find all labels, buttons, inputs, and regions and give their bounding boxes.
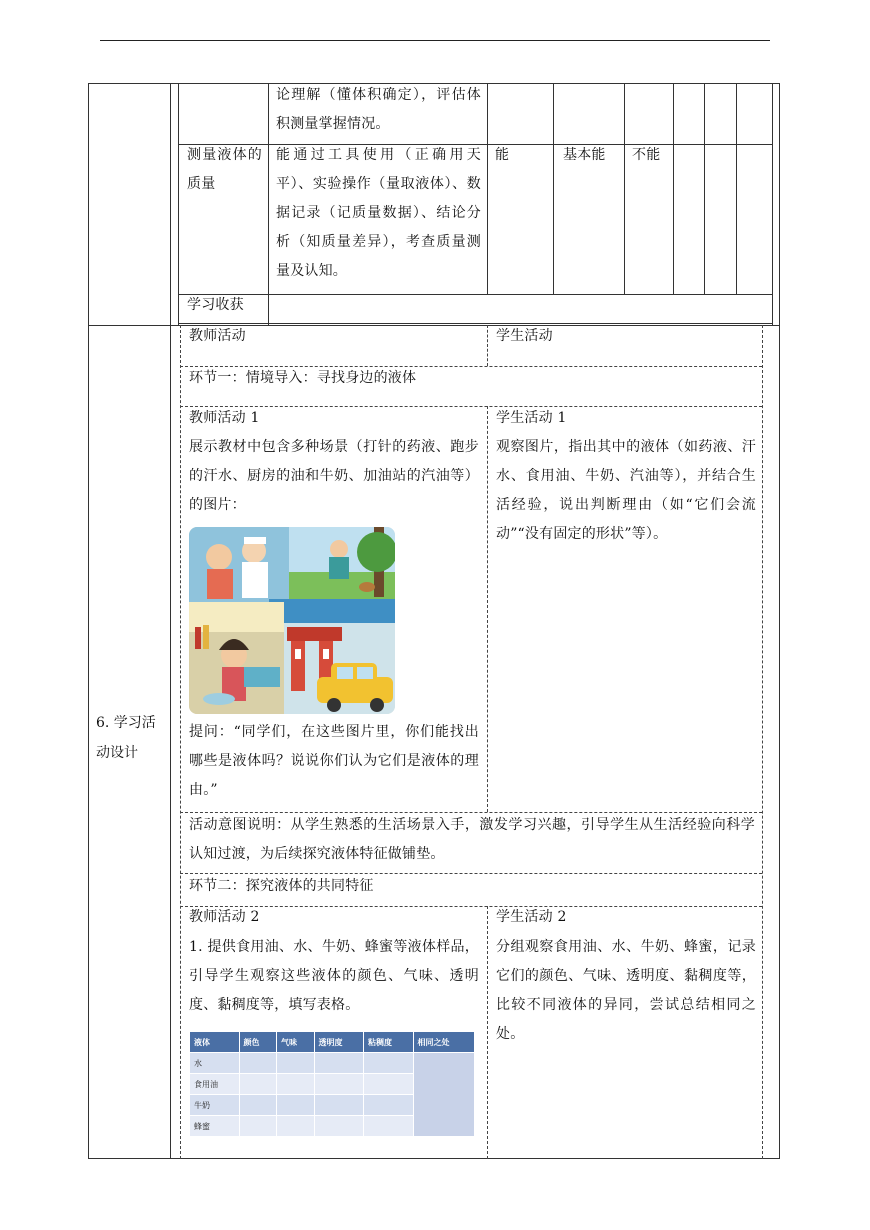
table-header: 气味	[277, 1032, 315, 1053]
grade-cannot: 不能	[632, 147, 661, 163]
teacher-activity-1-title: 教师活动 1	[189, 410, 260, 426]
teacher-activity-1-question: 提问：“同学们，在这些图片里，你们能找出哪些是液体吗？说说你们认为它们是液体的理由。”	[189, 724, 479, 798]
teacher-activity-1-text: 展示教材中包含多种场景（打针的药液、跑步的汗水、厨房的油和牛奶、加油站的汽油等）的图片：	[189, 439, 479, 513]
scene-illustration	[189, 527, 395, 714]
table-header: 颜色	[239, 1032, 277, 1053]
harvest-label: 学习收获	[187, 297, 244, 313]
section-label: 6. 学习活动设计	[96, 715, 156, 761]
teacher-activity-header: 教师活动	[189, 328, 246, 344]
table-row-label: 蜂蜜	[190, 1116, 240, 1137]
teacher-activity-2-text: 1. 提供食用油、水、牛奶、蜂蜜等液体样品，引导学生观察这些液体的颜色、气味、透明度、黏稠度等，填写表格。	[189, 939, 479, 1013]
row2-label: 测量液体的质量	[187, 147, 262, 192]
col-divider	[170, 83, 171, 1159]
stage1-title: 环节一：情境导入：寻找身边的液体	[189, 370, 417, 386]
table-header: 粘稠度	[364, 1032, 414, 1053]
table-header: 透明度	[314, 1032, 364, 1053]
grade-can: 能	[495, 147, 510, 163]
row1-text: 论理解（懂体积确定），评估体积测量掌握情况。	[276, 87, 481, 132]
student-activity-1-text: 观察图片，指出其中的液体（如药液、汗水、食用油、牛奶、汽油等），并结合生活经验，说出判断理由（如“它们会流动”“没有固定的形状”等）。	[496, 439, 756, 542]
table-row-label: 牛奶	[190, 1095, 240, 1116]
table-header: 液体	[190, 1032, 240, 1053]
grade-basic: 基本能	[563, 147, 606, 163]
observation-table	[189, 1031, 475, 1137]
teacher-activity-2-title: 教师活动 2	[189, 909, 260, 925]
activity-intent: 活动意图说明：从学生熟悉的生活场景入手，激发学习兴趣，引导学生从生活经验向科学认知过渡，为后续探究液体特征做铺垫。	[189, 817, 755, 862]
table-row-label: 水	[190, 1053, 240, 1074]
table-row-label: 食用油	[190, 1074, 240, 1095]
header-rule	[100, 40, 770, 41]
student-activity-1-title: 学生活动 1	[496, 410, 567, 426]
student-activity-2-title: 学生活动 2	[496, 909, 567, 925]
stage2-title: 环节二：探究液体的共同特征	[189, 878, 374, 894]
table-header: 相同之处	[413, 1032, 475, 1053]
student-activity-2-text: 分组观察食用油、水、牛奶、蜂蜜，记录它们的颜色、气味、透明度、黏稠度等，比较不同液体的异同，尝试总结相同之处。	[496, 939, 756, 1042]
student-activity-header: 学生活动	[496, 328, 553, 344]
row2-text: 能通过工具使用（正确用天平）、实验操作（量取液体）、数据记录（记质量数据）、结论分析（知质量差异），考查质量测量及认知。	[276, 147, 481, 279]
